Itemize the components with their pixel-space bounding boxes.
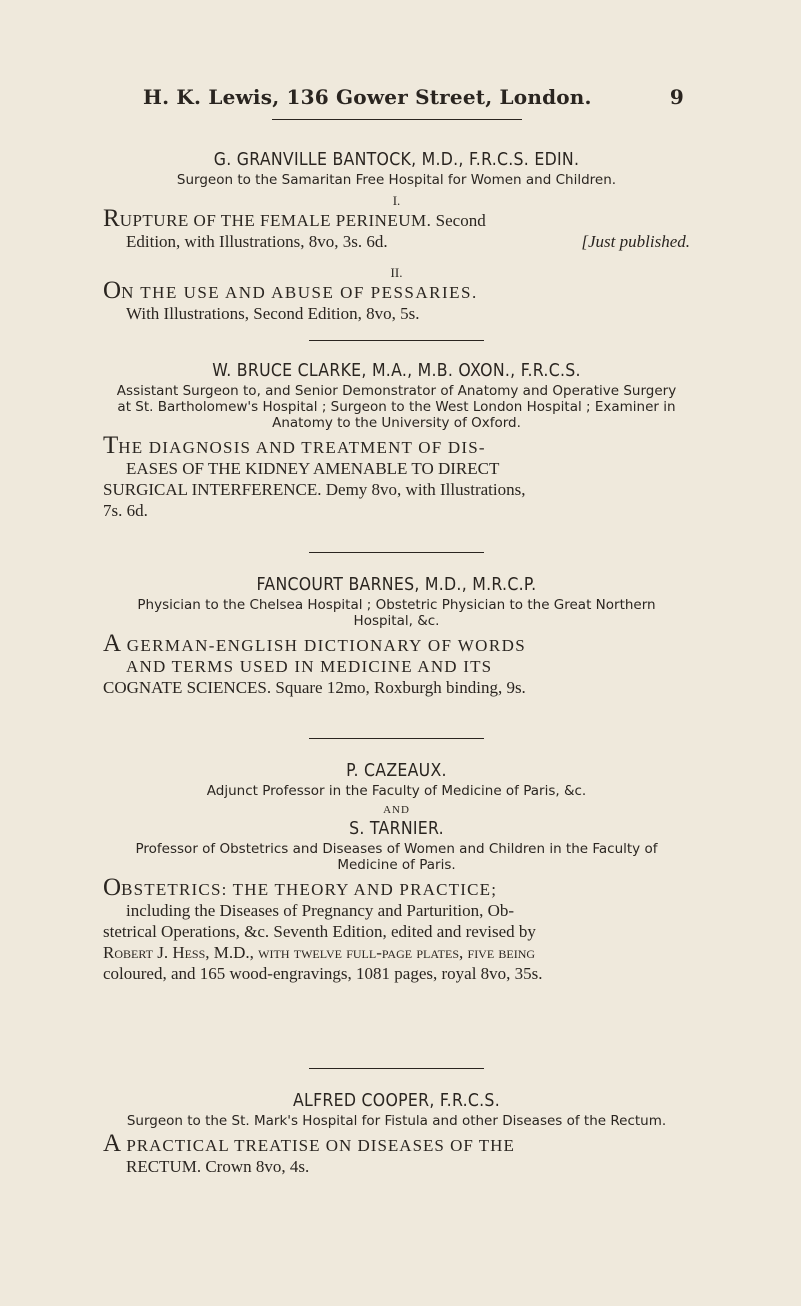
book-details: Square 12mo, Roxburgh binding, 9s. <box>271 678 526 697</box>
drop-cap: A <box>103 630 122 657</box>
drop-cap: R <box>103 205 120 232</box>
section-divider <box>309 1068 484 1069</box>
author-name: G. GRANVILLE BANTOCK, M.D., F.R.C.S. EDIN. <box>213 150 580 170</box>
book-price: 7s. 6d. <box>103 501 148 520</box>
author-description: Adjunct Professor in the Faculty of Medicine of Paris, &c. <box>206 783 587 799</box>
author-name: FANCOURT BARNES, M.D., M.R.C.P. <box>256 575 537 595</box>
book-details: stetrical Operations, &c. Seventh Edition, edited and revised by <box>103 922 536 941</box>
book-details: Robert J. Hess, M.D., with twelve full-page plates, five being <box>103 943 536 962</box>
book-details: Edition, with Illustrations, 8vo, 3s. 6d. <box>126 232 388 251</box>
drop-cap: O <box>103 874 122 901</box>
author-name: P. CAZEAUX. <box>346 761 447 781</box>
book-details: With Illustrations, Second Edition, 8vo, 5s. <box>126 304 420 323</box>
author-description: Surgeon to the Samaritan Free Hospital for Women and Children. <box>176 172 617 188</box>
book-entry <box>103 205 690 252</box>
book-title-line: RECTUM. <box>126 1157 202 1176</box>
publication-note: [Just published. <box>581 232 690 251</box>
header-publisher: H. K. Lewis, 136 Gower Street, London. <box>143 85 592 109</box>
author-name: W. BRUCE CLARKE, M.A., M.B. OXON., F.R.C.S. <box>212 361 581 381</box>
book-edition: Second <box>431 211 486 230</box>
book-details: Demy 8vo, with Illustrations, <box>321 480 526 499</box>
section-cooper <box>103 1068 690 1177</box>
book-entry <box>103 1130 690 1177</box>
page <box>103 85 690 120</box>
section-divider <box>309 738 484 739</box>
and-separator: AND <box>383 804 410 816</box>
section-cazeaux <box>103 738 690 984</box>
section-divider <box>309 552 484 553</box>
author-description: Professor of Obstetrics and Diseases of Women and Children in the Faculty of Medicine of Paris. <box>135 841 658 873</box>
section-clarke <box>103 340 690 521</box>
running-header <box>103 85 690 109</box>
drop-cap: T <box>103 432 119 459</box>
section-barnes <box>103 552 690 698</box>
header-rule <box>272 119 522 120</box>
book-title: PRACTICAL TREATISE ON DISEASES OF THE <box>121 1136 515 1155</box>
book-title: N THE USE AND ABUSE OF PESSARIES. <box>121 283 478 302</box>
book-title: HE DIAGNOSIS AND TREATMENT OF DIS- <box>118 438 486 457</box>
page-number: 9 <box>669 85 684 109</box>
book-entry <box>103 277 690 324</box>
book-entry <box>103 432 690 521</box>
book-details: coloured, and 165 wood-engravings, 1081 pages, royal 8vo, 35s. <box>103 964 543 983</box>
drop-cap: O <box>103 277 122 304</box>
author-name: ALFRED COOPER, F.R.C.S. <box>293 1091 500 1111</box>
book-title: BSTETRICS: THE THEORY AND PRACTICE; <box>121 880 498 899</box>
drop-cap: A <box>103 1130 122 1157</box>
section-divider <box>309 340 484 341</box>
book-title-line: EASES OF THE KIDNEY AMENABLE TO DIRECT <box>126 459 500 478</box>
section-bantock <box>103 150 690 324</box>
author-description: Physician to the Chelsea Hospital ; Obstetric Physician to the Great Northern Hospital, &c. <box>137 597 656 629</box>
book-title-line: COGNATE SCIENCES. <box>103 678 272 697</box>
entry-numeral: I. <box>392 193 401 208</box>
book-details: Crown 8vo, 4s. <box>201 1157 310 1176</box>
book-title-line: AND TERMS USED IN MEDICINE AND ITS <box>126 657 493 676</box>
author-description: Surgeon to the St. Mark's Hospital for Fistula and other Diseases of the Rectum. <box>126 1113 667 1129</box>
book-title: GERMAN-ENGLISH DICTIONARY OF WORDS <box>121 636 527 655</box>
book-title: UPTURE OF THE FEMALE PERINEUM. <box>119 211 432 230</box>
book-entry <box>103 874 690 984</box>
book-title-line: SURGICAL INTERFERENCE. <box>103 480 322 499</box>
book-entry <box>103 630 690 698</box>
entry-numeral: II. <box>390 265 403 280</box>
author-name: S. TARNIER. <box>349 819 444 839</box>
book-details: including the Diseases of Pregnancy and Parturition, Ob- <box>126 901 515 920</box>
author-description: Assistant Surgeon to, and Senior Demonstrator of Anatomy and Operative Surgery at St. Bartholomew's Hospital ; Surgeon to the West London Hospital ; Examiner in Anatomy to the University of Oxford. <box>116 383 677 431</box>
